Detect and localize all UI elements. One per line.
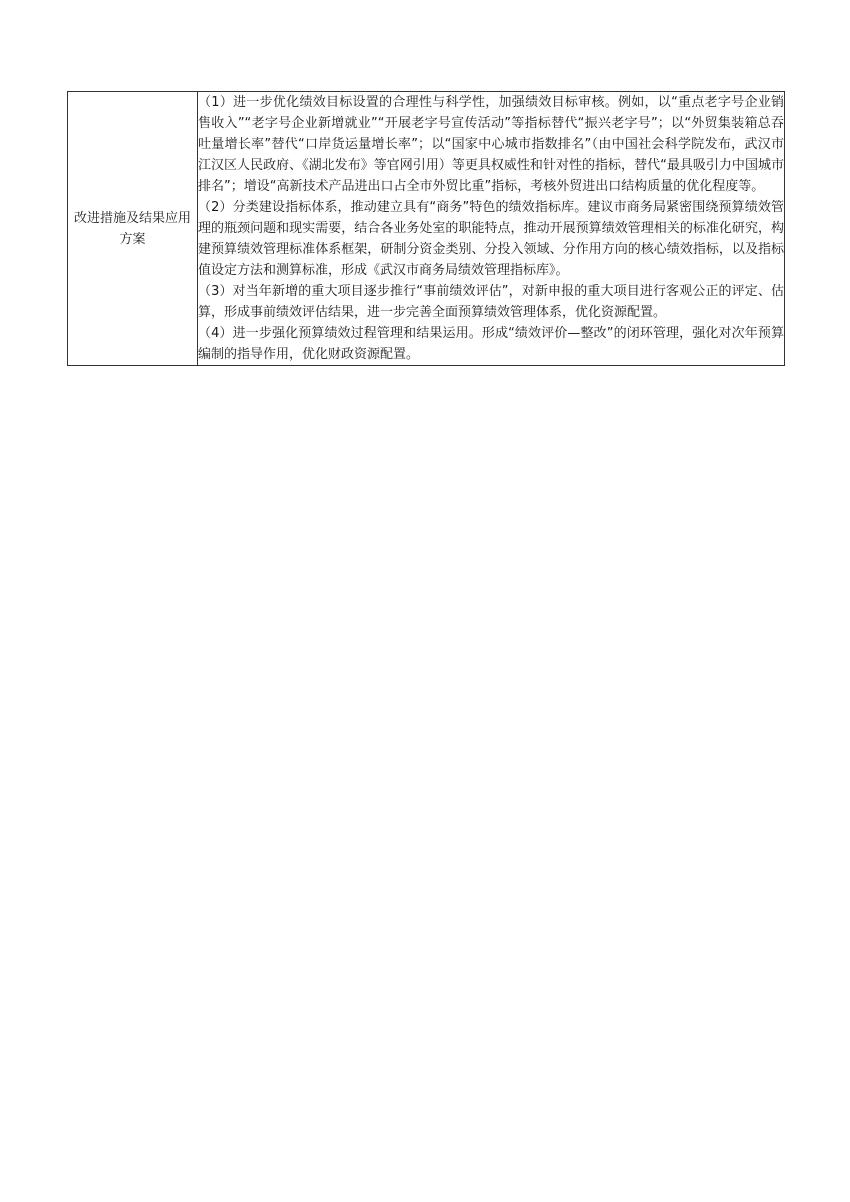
row-label: 改进措施及结果应用方案 xyxy=(73,210,191,247)
row-label-cell xyxy=(68,92,198,366)
table-row xyxy=(68,92,785,366)
measure-paragraph-2: （2）分类建设指标体系，推动建立具有“商务”特色的绩效指标库。建议市商务局紧密围绕预算绩效管理的瓶颈问题和现实需要，结合各业务处室的职能特点，推动开展预算绩效管理相关的标准化研究，构建预算绩效管理标准体系框架，研制分资金类别、分投入领域、分作用方向的核心绩效指标，以及指标值设定方法和测算标准，形成《武汉市商务局绩效管理指标库》。 xyxy=(198,200,784,278)
measure-paragraph-3: （3）对当年新增的重大项目逐步推行“事前绩效评估”，对新申报的重大项目进行客观公正的评定、估算，形成事前绩效评估结果，进一步完善全面预算绩效管理体系，优化资源配置。 xyxy=(198,284,784,320)
row-content-cell xyxy=(198,92,785,366)
measure-paragraph-1: （1）进一步优化绩效目标设置的合理性与科学性，加强绩效目标审核。例如，以“重点老字号企业销售收入”“老字号企业新增就业”“开展老字号宣传活动”等指标替代“振兴老字号”；以“外贸集装箱总吞吐量增长率”替代“口岸货运量增长率”；以“国家中心城市指数排名”（由中国社会科学院发布，武汉市江汉区人民政府、《湖北发布》等官网引用）等更具权威性和针对性的指标，替代“最具吸引力中国城市排名”；增设“高新技术产品进出口占全市外贸比重”指标，考核外贸进出口结构质量的优化程度等。 xyxy=(198,95,784,194)
measure-paragraph-4: （4）进一步强化预算绩效过程管理和结果运用。形成“绩效评价—整改”的闭环管理，强化对次年预算编制的指导作用，优化财政资源配置。 xyxy=(198,326,784,362)
measures-table xyxy=(67,91,785,366)
